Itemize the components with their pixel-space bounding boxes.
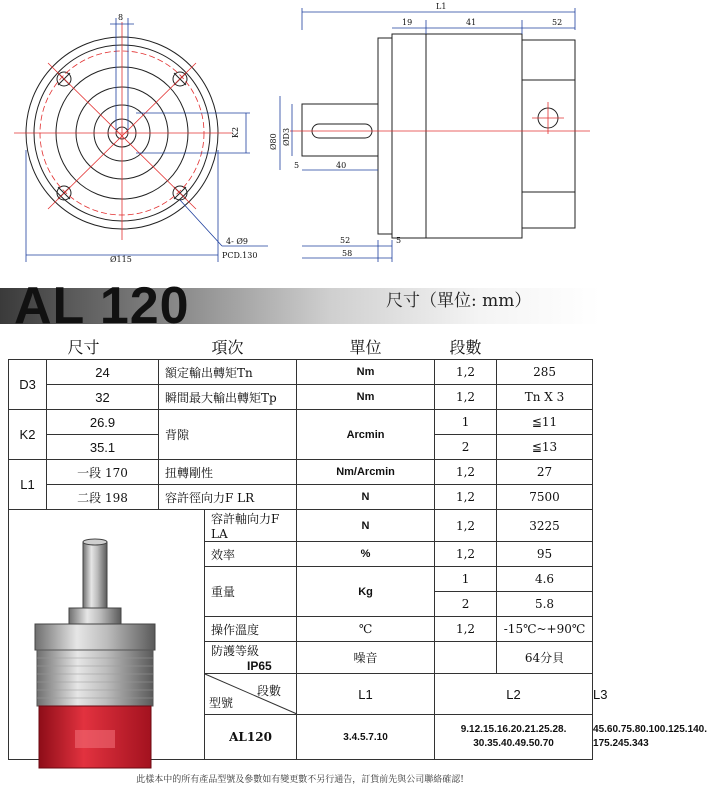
protection-cell bbox=[205, 642, 297, 674]
dim-52-top: 52 bbox=[552, 18, 563, 27]
dim-41: 41 bbox=[466, 18, 477, 27]
header-dim: 尺寸 bbox=[67, 337, 100, 357]
side-view bbox=[302, 34, 575, 238]
row-unit: Nm bbox=[297, 360, 435, 385]
dim-pcd: PCD.130 bbox=[222, 251, 258, 260]
row-item: 操作溫度 bbox=[205, 617, 297, 642]
header-unit: 單位 bbox=[349, 337, 382, 357]
row-value: ≦11 bbox=[497, 410, 593, 435]
ratio-stage-label: 段數 bbox=[257, 684, 282, 698]
technical-drawing bbox=[0, 0, 600, 270]
dim-d3: ØD3 bbox=[282, 127, 291, 146]
ratio-model-label: 型號 bbox=[209, 696, 234, 710]
model-title: AL 120 bbox=[14, 277, 190, 335]
row-item: 容許軸向力F LA bbox=[205, 510, 297, 542]
ratio-l2-line1: 9.12.15.16.20.21.25.28. bbox=[460, 724, 567, 735]
dim-d3-2: 32 bbox=[47, 385, 159, 410]
dim-40: 40 bbox=[336, 161, 347, 170]
dim-l1-2: 二段 198 bbox=[47, 485, 159, 510]
row-stage: 1,2 bbox=[435, 485, 497, 510]
noise-value: 64分貝 bbox=[497, 642, 593, 674]
protection-value: IP65 bbox=[247, 659, 272, 673]
ratio-l2-line2: 30.35.40.49.50.70 bbox=[473, 738, 554, 749]
row-stage: 1,2 bbox=[435, 617, 497, 642]
noise-label: 噪音 bbox=[297, 642, 435, 674]
row-value: 285 bbox=[497, 360, 593, 385]
row-stage: 2 bbox=[435, 435, 497, 460]
spec-table: 尺寸 項次 單位 段數 D3 24 額定輸出轉矩Tn Nm 1,2 285 32 瞬間最大輸出轉矩Tp Nm 1,2 Tn X 3 K2 26.9 背隙 Arcmin 1 ≦11 35.1 2 ≦13 L1 一段 170 扭轉剛性 Nm/Arcmin 1,2 27 二段 198 容許徑向力F LR N 1,2 7500 容許軸向力F LA N 1,2 3225 效率 % 1,2 95 重量 Kg 1 4.6 2 5.8 操作溫度 ℃ 1,2 -15℃~+90℃ 防護等級 IP65 噪音 64分貝 型號 段數 L1 L2 L3 AL120 3.4.5.7.10 9.12.15.16.20.21.25.28. 30.35.40.49.50.70 45.60.75.80.100.125.140. 175.245.343 bbox=[8, 333, 593, 760]
dim-19: 19 bbox=[402, 18, 413, 27]
title-band bbox=[0, 277, 600, 335]
row-stage: 2 bbox=[435, 592, 497, 617]
row-unit: Kg bbox=[297, 567, 435, 617]
gearbox-photo bbox=[25, 538, 165, 778]
dim-5-left: 5 bbox=[294, 161, 300, 170]
dim-l1: L1 bbox=[436, 2, 447, 11]
dim-8: 8 bbox=[118, 13, 124, 22]
row-value: 3225 bbox=[497, 510, 593, 542]
row-value: 27 bbox=[497, 460, 593, 485]
unit-caption: 尺寸（單位: mm） bbox=[386, 291, 532, 311]
row-item: 扭轉剛性 bbox=[159, 460, 297, 485]
row-unit: N bbox=[297, 485, 435, 510]
row-unit: Arcmin bbox=[297, 410, 435, 460]
footer-note: 此樣本中的所有產品型號及參數如有變更數不另行通告，訂貨前先與公司聯絡確認! bbox=[136, 775, 464, 785]
dim-label-l1: L1 bbox=[9, 460, 47, 510]
row-value: Tn X 3 bbox=[497, 385, 593, 410]
dim-label-d3: D3 bbox=[9, 360, 47, 410]
row-unit: % bbox=[297, 542, 435, 567]
dim-label-k2: K2 bbox=[9, 410, 47, 460]
ratio-header-l2: L2 bbox=[435, 674, 593, 715]
row-value: ≦13 bbox=[497, 435, 593, 460]
row-value: 5.8 bbox=[497, 592, 593, 617]
row-unit: N bbox=[297, 510, 435, 542]
row-stage: 1,2 bbox=[435, 385, 497, 410]
header-stage: 段數 bbox=[449, 337, 482, 357]
row-value: 4.6 bbox=[497, 567, 593, 592]
table-header bbox=[9, 333, 593, 360]
row-stage: 1,2 bbox=[435, 510, 497, 542]
ratio-l1-values: 3.4.5.7.10 bbox=[297, 715, 435, 760]
row-item: 瞬間最大輸出轉矩Tp bbox=[159, 385, 297, 410]
row-item: 額定輸出轉矩Tn bbox=[159, 360, 297, 385]
row-value: -15℃~+90℃ bbox=[497, 617, 593, 642]
row-value: 7500 bbox=[497, 485, 593, 510]
row-item: 效率 bbox=[205, 542, 297, 567]
dim-5-bottom: 5 bbox=[396, 236, 402, 245]
dim-k2-1: 26.9 bbox=[47, 410, 159, 435]
dim-52-bottom: 52 bbox=[340, 236, 351, 245]
protection-label: 防護等級 bbox=[211, 644, 260, 658]
dim-holes: 4- Ø9 bbox=[226, 237, 248, 246]
product-image-cell bbox=[9, 510, 205, 760]
row-stage: 1 bbox=[435, 410, 497, 435]
row-item: 容許徑向力F LR bbox=[159, 485, 297, 510]
row-unit: Nm/Arcmin bbox=[297, 460, 435, 485]
dim-k2: K2 bbox=[231, 126, 240, 138]
ratio-corner-cell bbox=[205, 674, 297, 715]
ratio-l2-values bbox=[435, 715, 593, 760]
row-unit: Nm bbox=[297, 385, 435, 410]
dim-k2-2: 35.1 bbox=[47, 435, 159, 460]
dim-l1-1: 一段 170 bbox=[47, 460, 159, 485]
row-unit: ℃ bbox=[297, 617, 435, 642]
dim-dia-115: Ø115 bbox=[110, 255, 132, 264]
dim-d80: Ø80 bbox=[269, 133, 278, 150]
dim-58: 58 bbox=[342, 249, 353, 258]
row-stage: 1,2 bbox=[435, 542, 497, 567]
row-stage: 1 bbox=[435, 567, 497, 592]
row-item: 背隙 bbox=[159, 410, 297, 460]
ratio-model: AL120 bbox=[205, 715, 297, 760]
row-stage: 1,2 bbox=[435, 360, 497, 385]
header-item: 項次 bbox=[211, 337, 244, 357]
row-value: 95 bbox=[497, 542, 593, 567]
row-item: 重量 bbox=[205, 567, 297, 617]
row-stage: 1,2 bbox=[435, 460, 497, 485]
dim-d3-1: 24 bbox=[47, 360, 159, 385]
ratio-header-l1: L1 bbox=[297, 674, 435, 715]
